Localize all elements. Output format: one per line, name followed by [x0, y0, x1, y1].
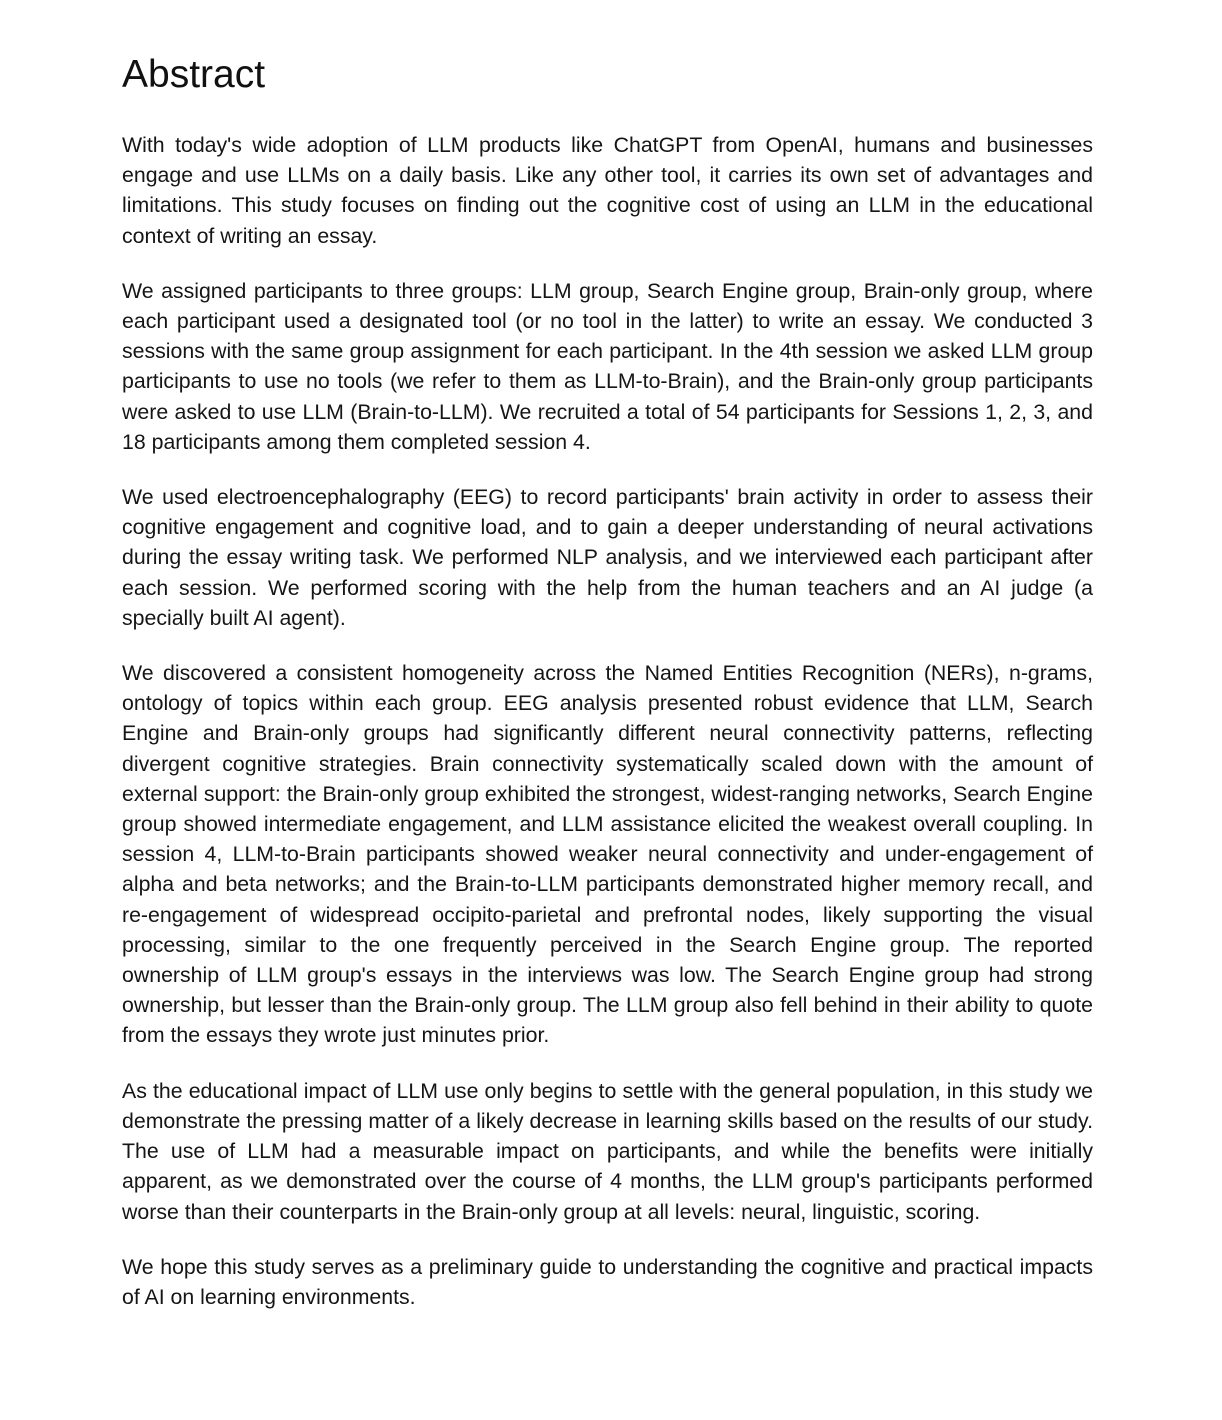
abstract-paragraph-4: We discovered a consistent homogeneity across the Named Entities Recognition (NERs), n-grams, ontology of topics within each group. EEG analysis presented robust evidence that LLM, Search Engine and Brain-only groups had significantly different neural connectivity patterns, reflecting divergent cognitive strategies. Brain connectivity systematically scaled down with the amount of external support: the Brain‑only group exhibited the strongest, widest‑ranging networks, Search Engine group showed intermediate engagement, and LLM assistance elicited the weakest overall coupling. In session 4, LLM-to-Brain participants showed weaker neural connectivity and under-engagement of alpha and beta networks; and the Brain-to-LLM participants demonstrated higher memory recall, and re‑engagement of widespread occipito-parietal and prefrontal nodes, likely supporting the visual processing, similar to the one frequently perceived in the Search Engine group. The reported ownership of LLM group's essays in the interviews was low. The Search Engine group had strong ownership, but lesser than the Brain-only group. The LLM group also fell behind in their ability to quote from the essays they wrote just minutes prior.: [122, 661, 1093, 1048]
abstract-paragraph-1: With today's wide adoption of LLM products like ChatGPT from OpenAI, humans and businesses engage and use LLMs on a daily basis. Like any other tool, it carries its own set of advantages and limitations. This study focuses on finding out the cognitive cost of using an LLM in the educational context of writing an essay.: [122, 133, 1093, 248]
abstract-paragraph-2: We assigned participants to three groups: LLM group, Search Engine group, Brain-only group, where each participant used a designated tool (or no tool in the latter) to write an essay. We conducted 3 sessions with the same group assignment for each participant. In the 4th session we asked LLM group participants to use no tools (we refer to them as LLM-to-Brain), and the Brain-only group participants were asked to use LLM (Brain-to-LLM). We recruited a total of 54 participants for Sessions 1, 2, 3, and 18 participants among them completed session 4.: [122, 278, 1093, 454]
document-page: [122, 52, 1093, 1337]
abstract-body: [122, 130, 1093, 1312]
abstract-paragraph-6: We hope this study serves as a preliminary guide to understanding the cognitive and practical impacts of AI on learning environments.: [122, 1254, 1093, 1309]
section-title: Abstract: [122, 53, 266, 96]
abstract-paragraph-5: As the educational impact of LLM use only begins to settle with the general population, in this study we demonstrate the pressing matter of a likely decrease in learning skills based on the results of our study. The use of LLM had a measurable impact on participants, and while the benefits were initially apparent, as we demonstrated over the course of 4 months, the LLM group's participants performed worse than their counterparts in the Brain-only group at all levels: neural, linguistic, scoring.: [122, 1078, 1093, 1224]
abstract-paragraph-3: We used electroencephalography (EEG) to record participants' brain activity in order to assess their cognitive engagement and cognitive load, and to gain a deeper understanding of neural activations during the essay writing task. We performed NLP analysis, and we interviewed each participant after each session. We performed scoring with the help from the human teachers and an AI judge (a specially built AI agent).: [122, 485, 1093, 630]
